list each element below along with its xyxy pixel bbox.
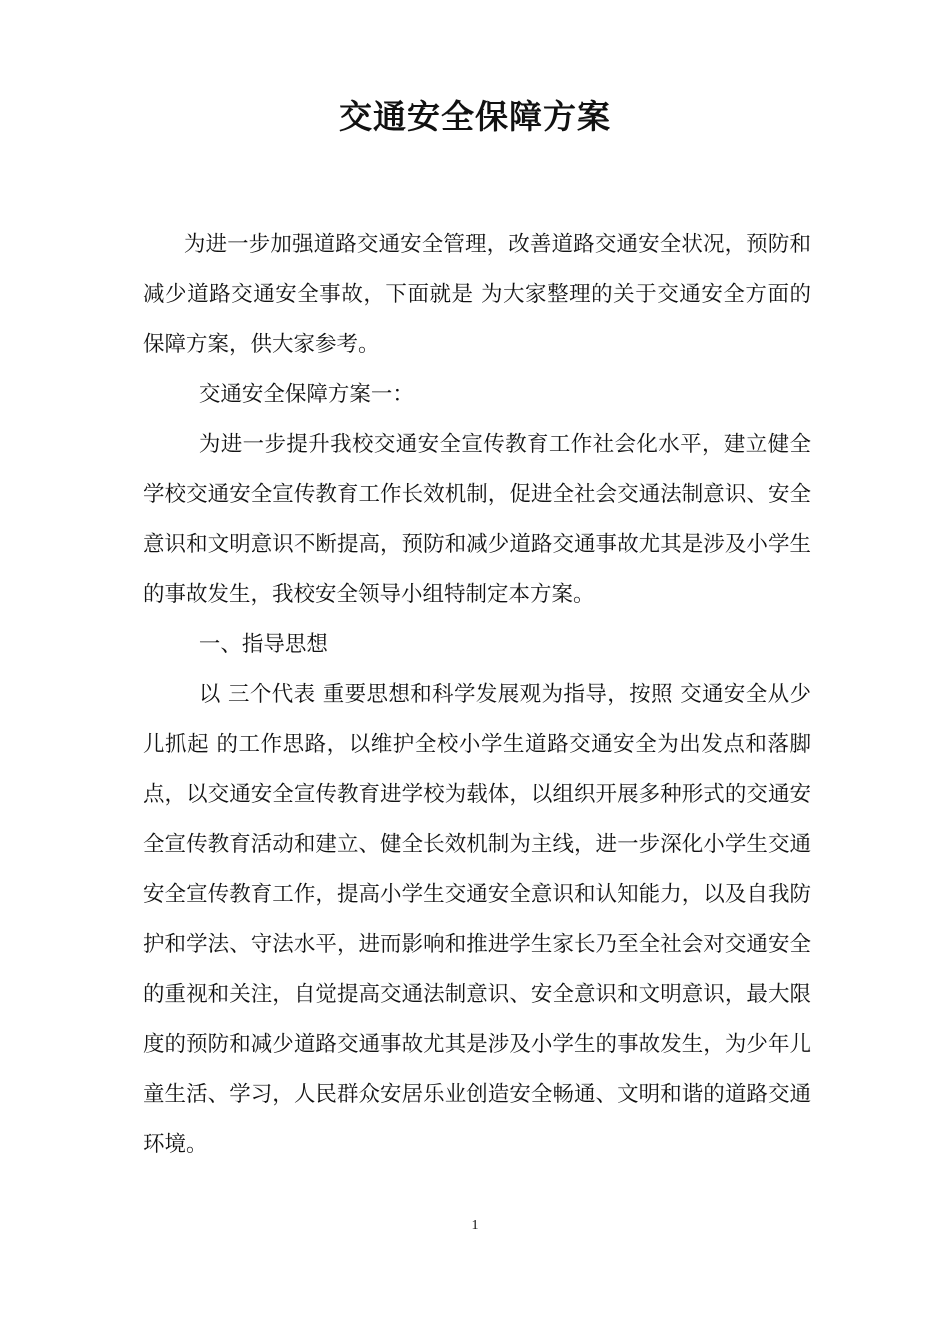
plan-one-paragraph: 为进一步提升我校交通安全宣传教育工作社会化水平，建立健全学校交通安全宣传教育工作长效机制，促进全社会交通法制意识、安全意识和文明意识不断提高，预防和减少道路交通事故尤其是涉及小学生的事故发生，我校安全领导小组特制定本方案。	[143, 432, 811, 607]
guiding-ideology-paragraph: 以 三个代表 重要思想和科学发展观为指导，按照 交通安全从少儿抓起 的工作思路，以维护全校小学生道路交通安全为出发点和落脚点，以交通安全宣传教育进学校为载体，以组织开展多种形式的交通安全宣传教育活动和建立、健全长效机制为主线，进一步深化小学生交通安全宣传教育工作，提高小学生交通安全意识和认知能力，以及自我防护和学法、守法水平，进而影响和推进学生家长乃至全社会对交通安全的重视和关注，自觉提高交通法制意识、安全意识和文明意识，最大限度的预防和减少道路交通事故尤其是涉及小学生的事故发生，为少年儿童生活、学习，人民群众安居乐业创造安全畅通、文明和谐的道路交通环境。	[143, 682, 811, 1157]
section-heading-guiding-ideology: 一、指导思想	[198, 632, 328, 657]
page-number: 1	[471, 1218, 479, 1233]
page-title: 交通安全保障方案	[339, 97, 611, 136]
document-body	[143, 220, 811, 1170]
intro-paragraph: 为进一步加强道路交通安全管理，改善道路交通安全状况，预防和减少道路交通安全事故，下面就是 为大家整理的关于交通安全方面的保障方案，供大家参考。	[143, 232, 811, 357]
plan-one-heading: 交通安全保障方案一：	[198, 382, 414, 407]
